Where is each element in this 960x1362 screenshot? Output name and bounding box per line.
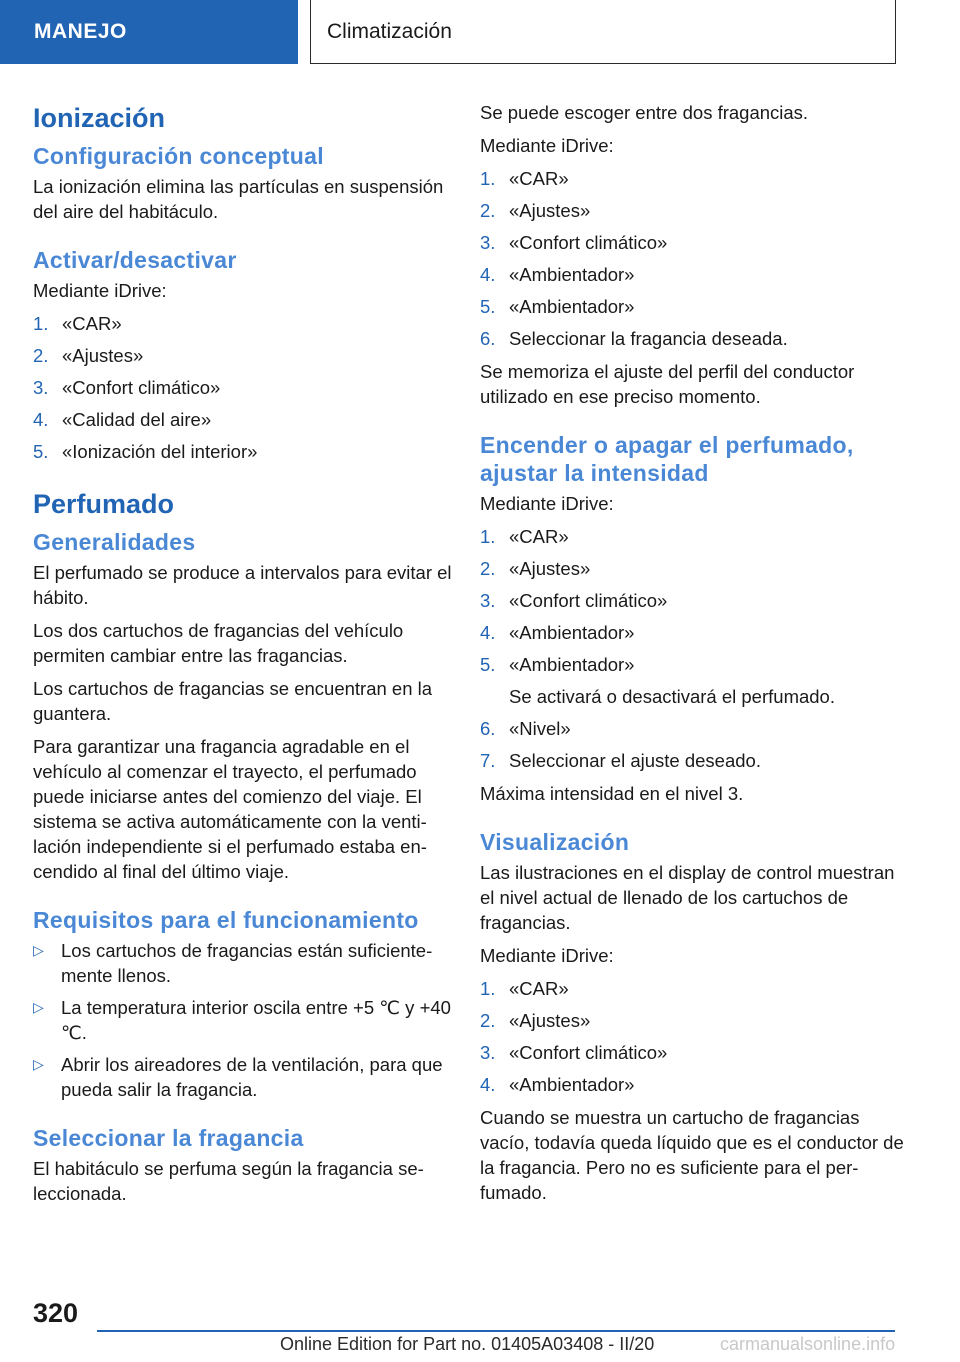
list-item: ▷ Abrir los aireadores de la ventilación, para que pueda salir la fragancia. bbox=[33, 1054, 443, 1100]
encender-heading: Encender o apagar el perfumado, ajustar la intensidad bbox=[480, 432, 854, 486]
list-item: 6. Seleccionar la fragancia deseada. bbox=[480, 328, 788, 349]
activar-heading: Activar/desactivar bbox=[33, 247, 237, 273]
list-item: 1. «CAR» bbox=[33, 313, 122, 334]
concept-heading: Configuración conceptual bbox=[33, 143, 324, 169]
list-item: 4. «Ambientador» bbox=[480, 1074, 635, 1095]
seleccionar-intro: Mediante iDrive: bbox=[480, 135, 614, 156]
seleccionar-memo: Se memoriza el ajuste del perfil del conductor utilizado en ese preciso momento. bbox=[480, 361, 855, 407]
chapter-header bbox=[310, 0, 896, 64]
list-item: 7. Seleccionar el ajuste deseado. bbox=[480, 750, 761, 771]
visualizacion-intro: Mediante iDrive: bbox=[480, 945, 614, 966]
perfumado-section bbox=[33, 486, 453, 884]
list-item: 4. «Ambientador» bbox=[480, 622, 635, 643]
list-item: 3. «Confort climático» bbox=[480, 590, 668, 611]
visualizacion-section bbox=[480, 828, 905, 1205]
visualizacion-text: Las ilustraciones en el display de control muestran el nivel actual de llenado de los cartuchos de fragancias. bbox=[480, 862, 895, 933]
perfumado-text-4: Para garantizar una fragancia agradable en el vehículo al comenzar el trayecto, el perfumado puede iniciarse antes del comienzo del viaje. El sistema se activa automáticamente con la ventilación independiente si el perfumado estaba encendido al final del último viaje. bbox=[33, 736, 427, 882]
page-number: 320 bbox=[33, 1298, 79, 1328]
ionizacion-section bbox=[33, 100, 453, 224]
ionizacion-heading: Ionización bbox=[33, 103, 166, 133]
visualizacion-heading: Visualización bbox=[480, 829, 630, 855]
triangle-bullet-icon: ▷ bbox=[33, 999, 44, 1015]
list-item: 2. «Ajustes» bbox=[480, 1010, 591, 1031]
list-item: 5. «Ionización del interior» bbox=[33, 441, 258, 462]
list-item: 1. «CAR» bbox=[480, 526, 569, 547]
ionizacion-steps bbox=[33, 311, 453, 464]
activar-intro: Mediante iDrive: bbox=[33, 280, 167, 301]
seleccionar-continuation: Se puede escoger entre dos fragancias. bbox=[480, 102, 809, 123]
list-item: 2. «Ajustes» bbox=[33, 345, 144, 366]
encender-intro: Mediante iDrive: bbox=[480, 493, 614, 514]
encender-max: Máxima intensidad en el nivel 3. bbox=[480, 783, 744, 804]
right-column bbox=[480, 100, 905, 1213]
left-column bbox=[33, 100, 453, 1214]
requisitos-heading: Requisitos para el funcionamiento bbox=[33, 907, 419, 933]
seleccionar-steps bbox=[480, 166, 905, 351]
section-tab[interactable] bbox=[0, 0, 298, 64]
list-item: 3. «Confort climático» bbox=[480, 1042, 668, 1063]
activar-section bbox=[33, 246, 453, 464]
list-item: 2. «Ajustes» bbox=[480, 200, 591, 221]
list-item: 4. «Calidad del aire» bbox=[33, 409, 212, 430]
perfumado-text-2: Los dos cartuchos de fragancias del vehículo permiten cambiar entre las fragancias. bbox=[33, 620, 404, 666]
list-item: 3. «Confort climático» bbox=[33, 377, 221, 398]
list-item: 4. «Ambientador» bbox=[480, 264, 635, 285]
seleccionar-heading: Seleccionar la fragancia bbox=[33, 1125, 304, 1151]
step-note: Se activará o desactivará el perfumado. bbox=[509, 686, 835, 707]
list-item: 2. «Ajustes» bbox=[480, 558, 591, 579]
list-item: 1. «CAR» bbox=[480, 978, 569, 999]
perfumado-heading: Perfumado bbox=[33, 489, 175, 519]
footer-divider bbox=[97, 1330, 895, 1332]
seleccionar-section bbox=[33, 1124, 453, 1206]
encender-steps bbox=[480, 524, 905, 773]
perfumado-text-3: Los cartuchos de fragancias se encuentran en la guantera. bbox=[33, 678, 433, 724]
list-item: 5. «Ambientador» Se activará o desactivará el perfumado. bbox=[480, 654, 835, 707]
visualizacion-note: Cuando se muestra un cartucho de fragancias vacío, todavía queda líquido que es el conductor de la fragancia. Pero no es suficiente para el perfumado. bbox=[480, 1107, 904, 1203]
triangle-bullet-icon: ▷ bbox=[33, 1056, 44, 1072]
encender-section bbox=[480, 431, 905, 806]
visualizacion-steps bbox=[480, 976, 905, 1097]
triangle-bullet-icon: ▷ bbox=[33, 942, 44, 958]
requisitos-section bbox=[33, 906, 453, 1102]
concept-text: La ionización elimina las partículas en suspensión del aire del habitáculo. bbox=[33, 176, 444, 222]
list-item: ▷ Los cartuchos de fragancias están suficientemente llenos. bbox=[33, 940, 433, 986]
list-item: ▷ La temperatura interior oscila entre +5 ℃ y +40 ℃. bbox=[33, 997, 451, 1043]
seleccionar-text: El habitáculo se perfuma según la fragancia seleccionada. bbox=[33, 1158, 424, 1204]
requisitos-list bbox=[33, 938, 453, 1102]
generalidades-heading: Generalidades bbox=[33, 529, 196, 555]
list-item: 3. «Confort climático» bbox=[480, 232, 668, 253]
perfumado-text-1: El perfumado se produce a intervalos para evitar el hábito. bbox=[33, 562, 452, 608]
list-item: 1. «CAR» bbox=[480, 168, 569, 189]
list-item: 6. «Nivel» bbox=[480, 718, 571, 739]
section-label: MANEJO bbox=[34, 20, 127, 43]
chapter-title: Climatización bbox=[327, 19, 452, 43]
watermark: carmanualsonline.info bbox=[720, 1334, 896, 1354]
edition-text: Online Edition for Part no. 01405A03408 - II/20 bbox=[280, 1334, 655, 1354]
list-item: 5. «Ambientador» bbox=[480, 296, 635, 317]
